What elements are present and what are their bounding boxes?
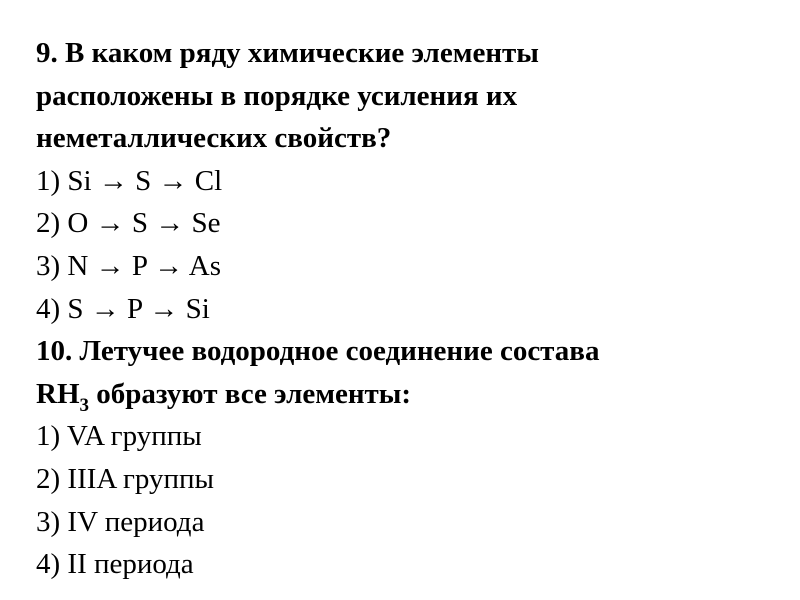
- q9-option-2: 2) O → S → Se: [36, 207, 221, 240]
- q10-question-line-2: [36, 373, 776, 416]
- slide-content: [36, 32, 776, 586]
- q9-option-3: 3) N → P → As: [36, 249, 222, 282]
- q10-formula-subscript: 3: [79, 394, 89, 416]
- q10-option-3: 3) IV периода: [36, 505, 205, 538]
- q10-question-text-2: образуют все элементы:: [89, 377, 412, 410]
- q9-number: 9.: [36, 37, 58, 69]
- q10-option-2: 2) IIIA группы: [36, 462, 215, 495]
- q9-option-4: 4) S → P → Si: [36, 292, 210, 325]
- q9-question-line-1: [36, 32, 776, 75]
- q10-question-line-1: [36, 330, 776, 373]
- q9-option-1: 1) Si → S → Cl: [36, 164, 223, 197]
- q10-option-4: 4) II периода: [36, 548, 194, 581]
- q9-question-text-1: В каком ряду химические элементы: [65, 37, 539, 69]
- q10-formula-base: RH: [36, 377, 80, 410]
- q9-question-line-3: неметаллических свойств?: [36, 122, 392, 155]
- q9-question-line-2: расположены в порядке усиления их: [36, 79, 518, 112]
- q10-number: 10.: [36, 335, 73, 368]
- q10-question-text-1: Летучее водородное соединение состава: [79, 335, 600, 368]
- q10-option-1: 1) VA группы: [36, 420, 202, 453]
